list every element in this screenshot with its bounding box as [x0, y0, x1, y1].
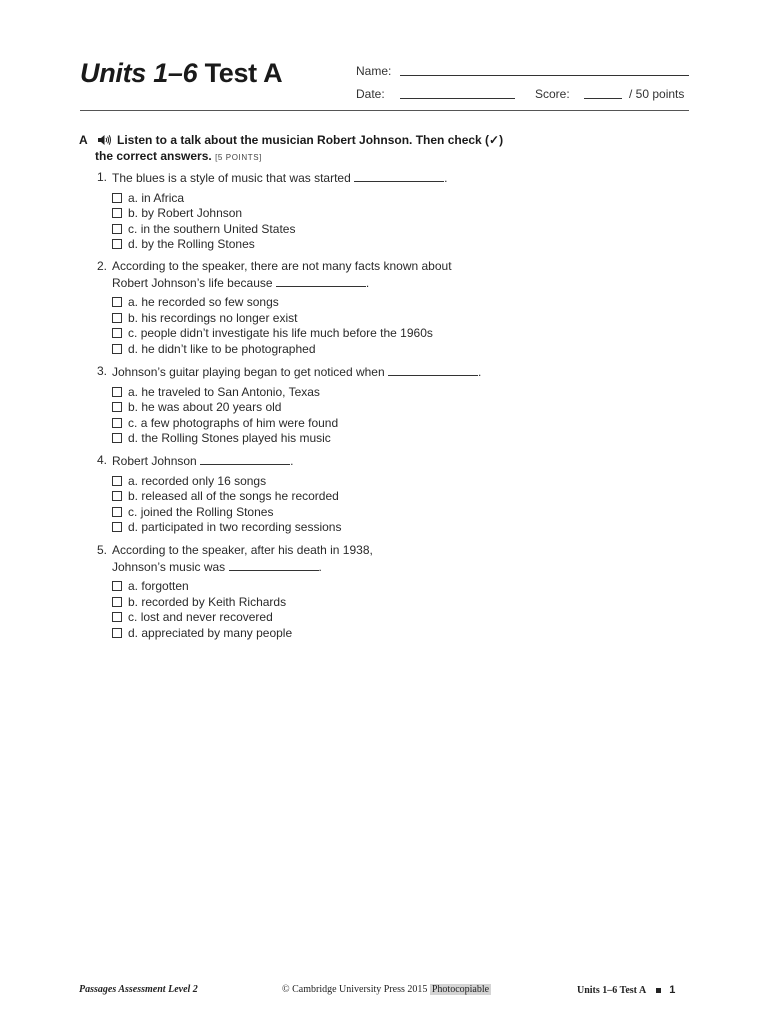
footer-test-name [577, 984, 675, 996]
option-letter: c. [128, 221, 138, 236]
option-d[interactable] [112, 237, 517, 253]
answer-blank[interactable] [388, 364, 478, 376]
option-text: recorded only 16 songs [141, 473, 267, 488]
option-letter: a. [128, 473, 139, 488]
section-letter: A [79, 133, 88, 147]
header-divider [80, 110, 689, 111]
answer-blank[interactable] [276, 275, 366, 287]
question-number: 1. [97, 170, 108, 184]
checkbox-icon[interactable] [112, 491, 122, 501]
instruction-line-1: Listen to a talk about the musician Robert Johnson. Then check (✓) [117, 133, 504, 147]
option-letter: a. [128, 295, 139, 309]
name-label: Name: [356, 64, 392, 78]
checkbox-icon[interactable] [112, 612, 122, 622]
option-c[interactable] [112, 222, 517, 238]
option-d[interactable] [112, 431, 517, 447]
stem-text: Johnson’s guitar playing began to get noticed when [112, 365, 388, 379]
question-3 [97, 364, 517, 447]
option-text: released all of the songs he recorded [141, 489, 339, 503]
options-list [112, 579, 517, 641]
checkbox-icon[interactable] [112, 208, 122, 218]
question-stem [112, 543, 517, 575]
option-text: he traveled to San Antonio, Texas [141, 384, 320, 399]
question-number: 4. [97, 453, 108, 467]
option-d[interactable] [112, 342, 517, 358]
title-units: Units 1–6 [80, 58, 198, 88]
option-text: by the Rolling Stones [141, 237, 255, 251]
stem-text: According to the speaker, there are not many facts known about [112, 259, 452, 273]
option-d[interactable] [112, 626, 517, 642]
checkbox-icon[interactable] [112, 387, 122, 397]
instruction-text: the correct answers. [95, 149, 212, 163]
option-text: a few photographs of him were found [140, 415, 339, 430]
option-text: by Robert Johnson [141, 206, 243, 220]
score-label: Score: [535, 87, 570, 101]
option-letter: c. [128, 504, 138, 519]
stem-text: Johnson’s music was [112, 559, 229, 574]
speaker-icon [98, 134, 111, 146]
checkbox-icon[interactable] [112, 522, 122, 532]
option-letter: a. [128, 190, 139, 205]
option-text: the Rolling Stones played his music [141, 431, 331, 445]
option-a[interactable] [112, 191, 517, 207]
points-badge: [5 POINTS] [215, 153, 262, 162]
checkbox-icon[interactable] [112, 297, 122, 307]
answer-blank[interactable] [200, 453, 290, 465]
stem-end: . [477, 365, 482, 379]
square-bullet-icon [656, 988, 661, 993]
option-text: he didn’t like to be photographed [141, 341, 316, 356]
checkbox-icon[interactable] [112, 193, 122, 203]
option-letter: c. [128, 610, 138, 624]
option-text: joined the Rolling Stones [140, 504, 274, 519]
option-text: people didn’t investigate his life much before the 1960s [140, 326, 433, 340]
option-d[interactable] [112, 520, 517, 536]
question-number: 3. [97, 364, 108, 378]
option-text: his recordings no longer exist [141, 310, 298, 325]
question-number: 5. [97, 543, 108, 557]
checkbox-icon[interactable] [112, 224, 122, 234]
checkbox-icon[interactable] [112, 239, 122, 249]
date-field[interactable] [400, 98, 515, 99]
option-text: forgotten [141, 579, 189, 593]
options-list [112, 191, 517, 253]
title-test: Test A [204, 58, 283, 88]
option-a[interactable] [112, 579, 517, 595]
option-letter: b. [128, 594, 139, 609]
option-b[interactable] [112, 400, 517, 416]
option-letter: d. [128, 237, 139, 251]
page-title [80, 58, 282, 89]
option-b[interactable] [112, 206, 517, 222]
photocopiable-badge: Photocopiable [431, 984, 490, 995]
question-2 [97, 259, 517, 357]
checkbox-icon[interactable] [112, 418, 122, 428]
option-text: appreciated by many people [141, 625, 293, 640]
option-letter: a. [128, 579, 139, 593]
option-c[interactable] [112, 505, 517, 521]
stem-text: The blues is a style of music that was started [112, 171, 355, 185]
question-1 [97, 170, 517, 253]
option-text: in Africa [141, 190, 185, 205]
checkbox-icon[interactable] [112, 344, 122, 354]
option-letter: d. [128, 341, 139, 356]
question-stem [112, 453, 517, 470]
option-b[interactable] [112, 595, 517, 611]
stem-end: . [290, 454, 294, 468]
question-number: 2. [97, 259, 108, 273]
name-field[interactable] [400, 75, 689, 76]
question-stem [112, 170, 517, 187]
options-list [112, 385, 517, 447]
checkbox-icon[interactable] [112, 328, 122, 338]
score-field[interactable] [584, 98, 622, 99]
answer-blank[interactable] [354, 170, 444, 182]
question-4 [97, 453, 517, 536]
option-letter: b. [128, 310, 139, 325]
option-text: recorded by Keith Richards [141, 594, 287, 609]
option-c[interactable] [112, 610, 517, 626]
stem-text: Robert Johnson [112, 454, 201, 468]
option-letter: b. [128, 400, 139, 414]
stem-text: Robert Johnson’s life because [112, 275, 276, 290]
checkbox-icon[interactable] [112, 402, 122, 412]
stem-end: . [444, 171, 448, 185]
checkbox-icon[interactable] [112, 628, 122, 638]
option-text: in the southern United States [140, 221, 296, 236]
date-label: Date: [356, 87, 385, 101]
option-c[interactable] [112, 326, 517, 342]
stem-end: . [318, 559, 322, 574]
option-letter: d. [128, 625, 139, 640]
page-number: 1 [669, 984, 676, 996]
checkbox-icon[interactable] [112, 313, 122, 323]
checkbox-icon[interactable] [112, 581, 122, 591]
question-stem [112, 259, 517, 291]
option-c[interactable] [112, 416, 517, 432]
option-letter: b. [128, 489, 139, 503]
option-letter: d. [128, 431, 139, 445]
footer-copyright [282, 984, 491, 995]
options-list [112, 295, 517, 357]
option-a[interactable] [112, 385, 517, 401]
option-letter: d. [128, 520, 139, 534]
stem-end: . [365, 275, 370, 290]
checkbox-icon[interactable] [112, 476, 122, 486]
copyright-text: © Cambridge University Press 2015 [282, 984, 428, 995]
stem-text: According to the speaker, after his death in 1938, [112, 543, 373, 557]
option-letter: c. [128, 415, 138, 430]
answer-blank[interactable] [229, 559, 319, 571]
checkbox-icon[interactable] [112, 433, 122, 443]
instruction-line-2 [95, 148, 262, 166]
option-a[interactable] [112, 474, 517, 490]
points-total: / 50 points [629, 87, 685, 101]
option-text: lost and never recovered [140, 610, 273, 624]
option-letter: a. [128, 384, 139, 399]
option-b[interactable] [112, 311, 517, 327]
option-text: he was about 20 years old [141, 400, 282, 414]
options-list [112, 474, 517, 536]
question-stem [112, 364, 517, 381]
question-5 [97, 543, 517, 641]
footer-book-title: Passages Assessment Level 2 [79, 984, 198, 995]
option-letter: b. [128, 206, 139, 220]
option-text: participated in two recording sessions [141, 520, 342, 534]
option-a[interactable] [112, 295, 517, 311]
option-letter: c. [128, 326, 138, 340]
option-text: he recorded so few songs [141, 295, 279, 309]
footer-test-label: Units 1–6 Test A [577, 985, 647, 996]
checkbox-icon[interactable] [112, 597, 122, 607]
option-b[interactable] [112, 489, 517, 505]
checkbox-icon[interactable] [112, 507, 122, 517]
